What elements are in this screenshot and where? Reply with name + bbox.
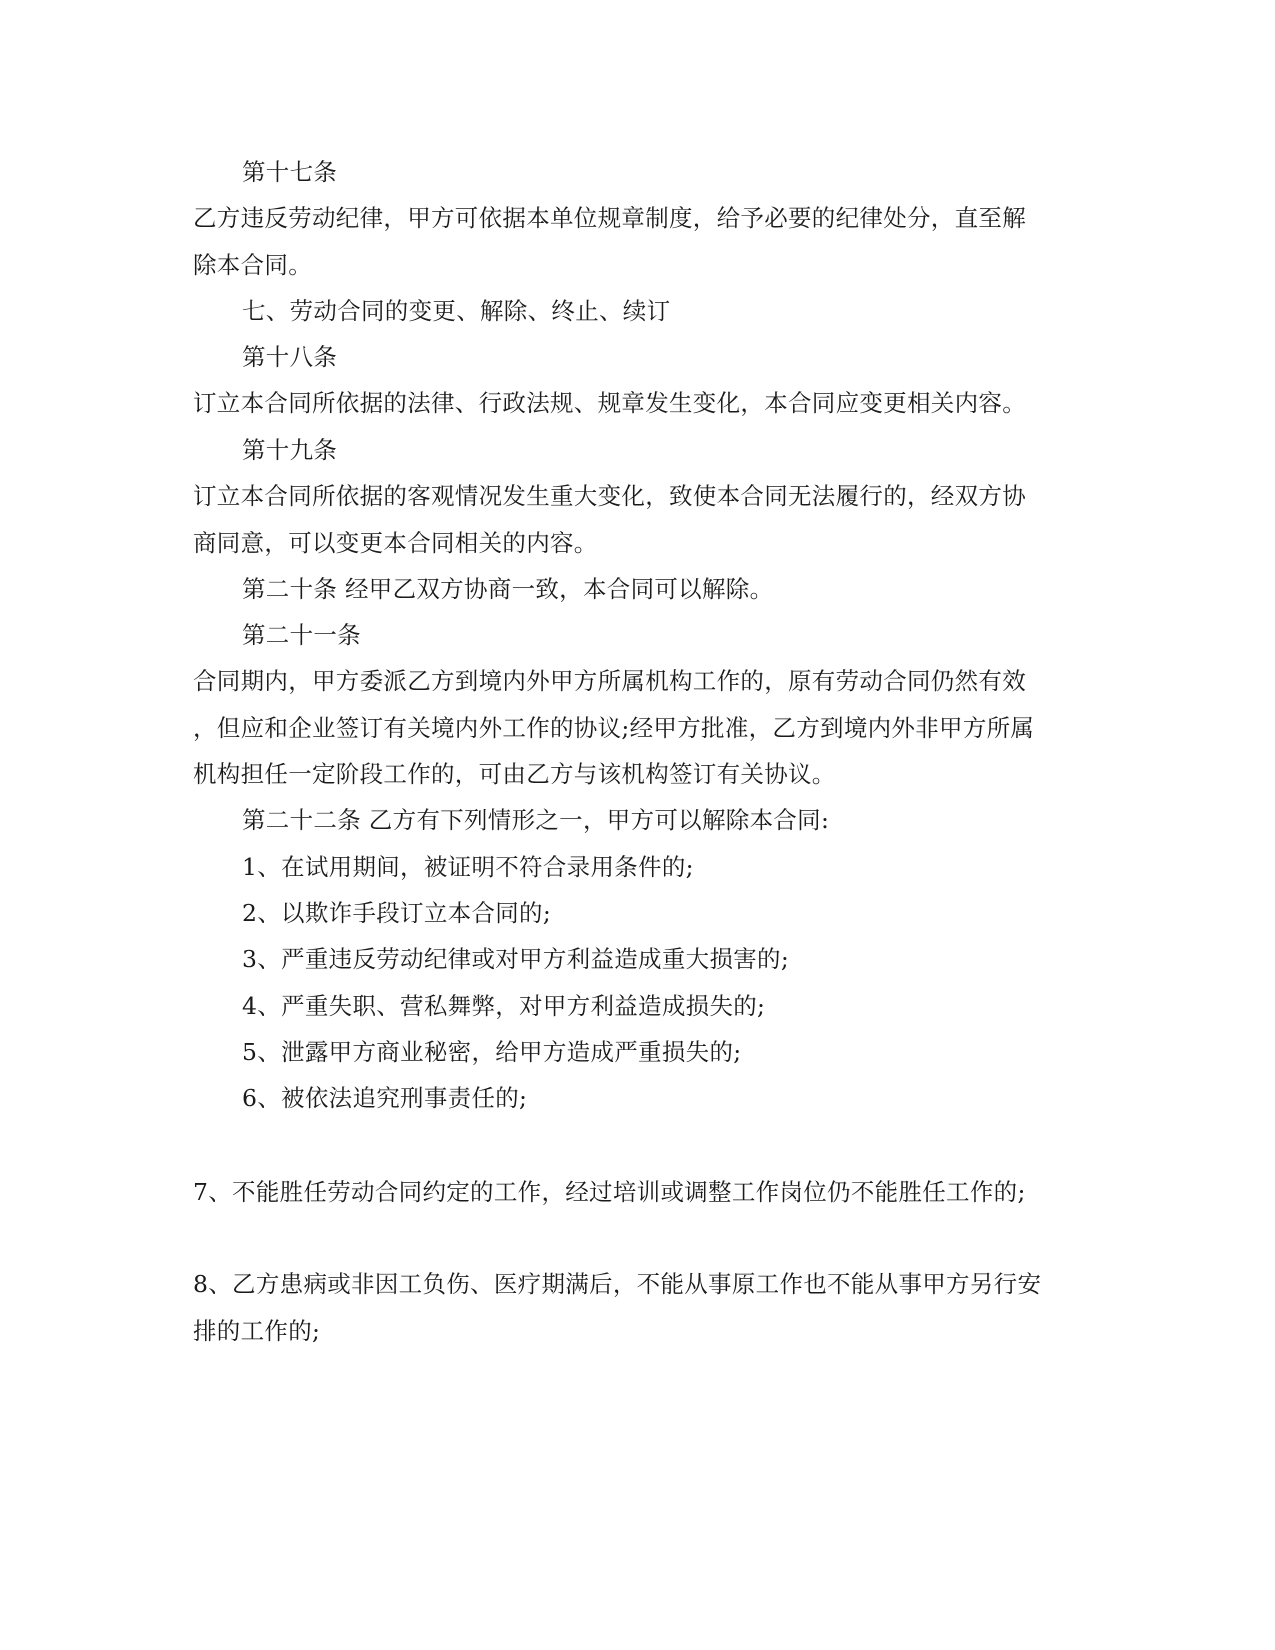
list-item-7: 7、不能胜任劳动合同约定的工作，经过培训或调整工作岗位仍不能胜任工作的; (193, 1178, 1026, 1206)
section-7-heading: 七、劳动合同的变更、解除、终止、续订 (242, 297, 671, 325)
article-21-text-line-1: 合同期内，甲方委派乙方到境内外甲方所属机构工作的，原有劳动合同仍然有效 (193, 667, 1026, 695)
article-18-text-line-1: 订立本合同所依据的法律、行政法规、规章发生变化，本合同应变更相关内容。 (193, 389, 1026, 417)
list-item-3: 3、严重违反劳动纪律或对甲方利益造成重大损害的; (242, 945, 790, 973)
article-17-text-line-1: 乙方违反劳动纪律，甲方可依据本单位规章制度，给予必要的纪律处分，直至解 (193, 204, 1026, 232)
list-item-1: 1、在试用期间，被证明不符合录用条件的; (242, 853, 694, 881)
article-17-heading: 第十七条 (242, 158, 338, 186)
list-item-6: 6、被依法追究刑事责任的; (242, 1084, 528, 1112)
article-19-heading: 第十九条 (242, 436, 338, 464)
article-22-heading: 第二十二条 乙方有下列情形之一，甲方可以解除本合同: (242, 806, 830, 834)
article-21-text-line-2: ，但应和企业签订有关境内外工作的协议;经甲方批准，乙方到境内外非甲方所属 (193, 714, 1035, 742)
article-19-text-line-1: 订立本合同所依据的客观情况发生重大变化，致使本合同无法履行的，经双方协 (193, 482, 1026, 510)
article-20-text: 第二十条 经甲乙双方协商一致，本合同可以解除。 (242, 575, 774, 603)
article-17-text-line-2: 除本合同。 (193, 251, 312, 279)
list-item-2: 2、以欺诈手段订立本合同的; (242, 899, 552, 927)
list-item-8-line-1: 8、乙方患病或非因工负伤、医疗期满后，不能从事原工作也不能从事甲方另行安 (193, 1270, 1042, 1298)
article-19-text-line-2: 商同意，可以变更本合同相关的内容。 (193, 529, 598, 557)
article-18-heading: 第十八条 (242, 343, 338, 371)
article-21-heading: 第二十一条 (242, 621, 361, 649)
list-item-5: 5、泄露甲方商业秘密，给甲方造成严重损失的; (242, 1038, 742, 1066)
list-item-8-line-2: 排的工作的; (193, 1317, 321, 1345)
article-21-text-line-3: 机构担任一定阶段工作的，可由乙方与该机构签订有关协议。 (193, 760, 836, 788)
list-item-4: 4、严重失职、营私舞弊，对甲方利益造成损失的; (242, 992, 766, 1020)
